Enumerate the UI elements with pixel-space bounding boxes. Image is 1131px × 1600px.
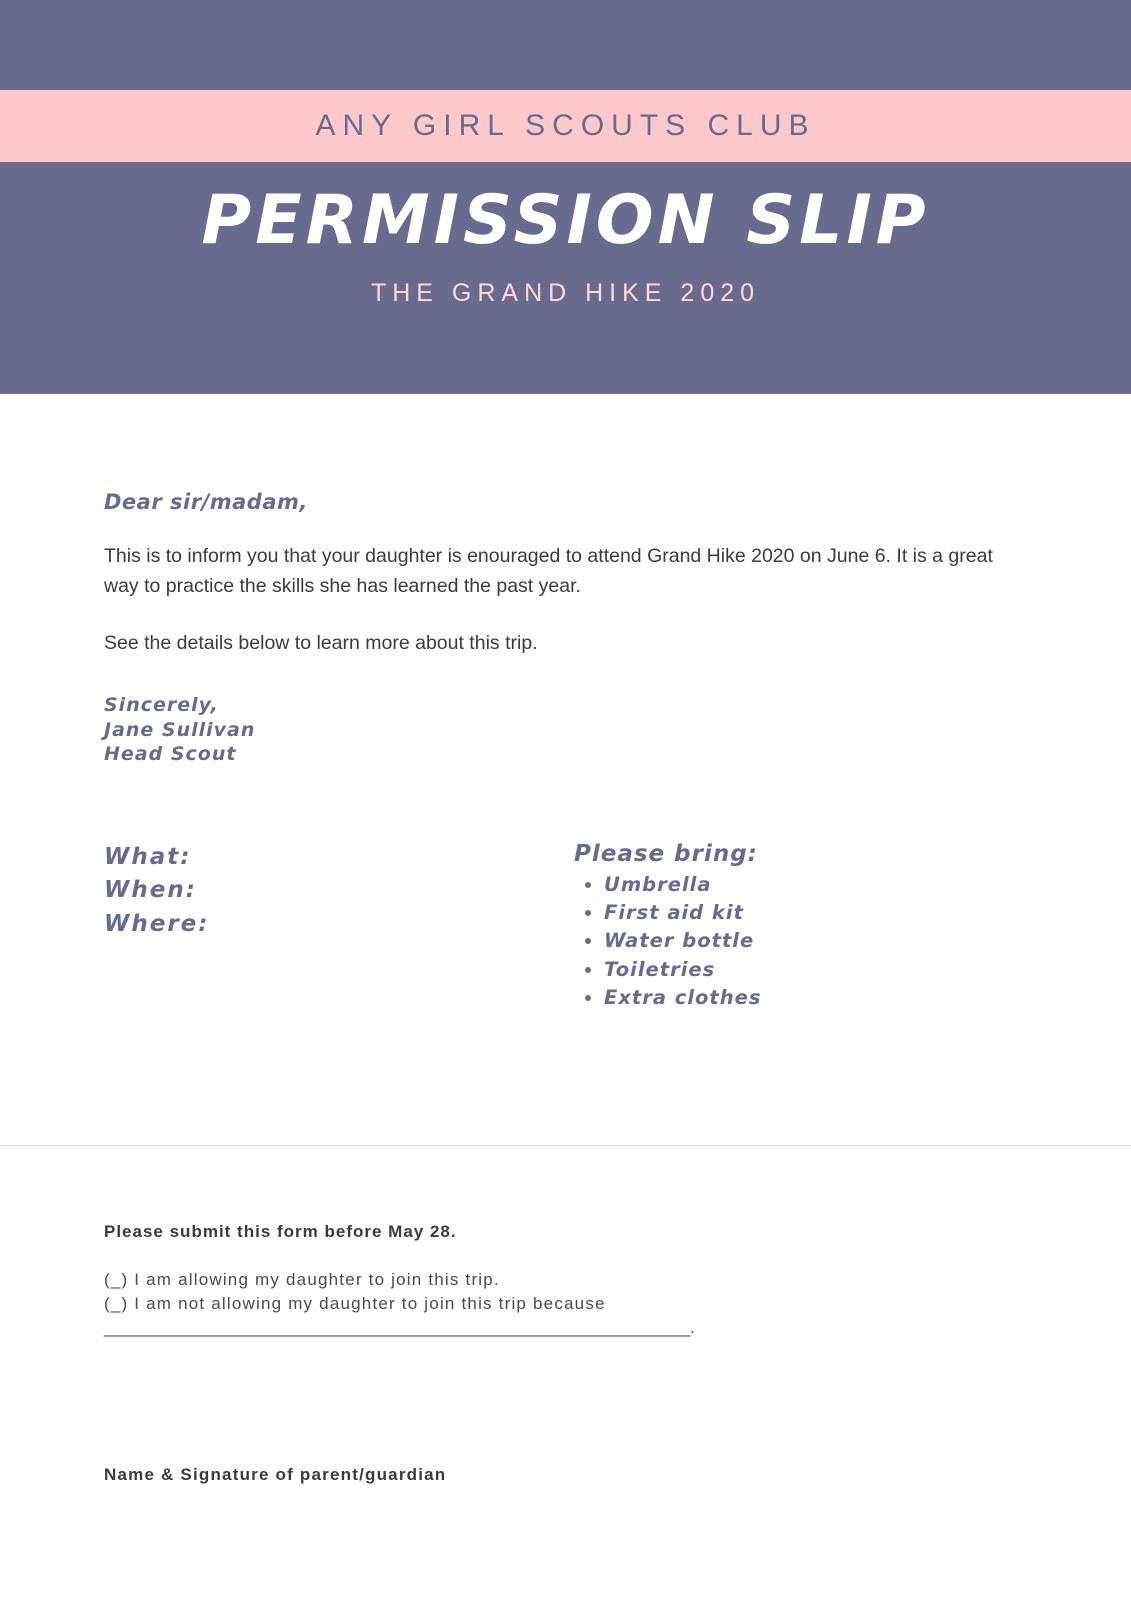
consent-options	[104, 1268, 1044, 1339]
page-subtitle: THE GRAND HIKE 2020	[370, 278, 761, 307]
details-section	[104, 841, 1027, 1012]
header-top-bar	[0, 0, 1131, 90]
document-header	[0, 162, 1131, 394]
signoff-role: Head Scout	[104, 743, 237, 766]
detail-label-what: What:	[104, 843, 192, 870]
list-item: • Toiletries	[604, 956, 1027, 984]
consent-option-no[interactable]: (_) I am not allowing my daughter to join this trip because	[104, 1293, 606, 1313]
page-title: PERMISSION SLIP	[201, 181, 930, 260]
section-divider	[0, 1145, 1131, 1146]
club-name-band	[0, 90, 1131, 162]
list-item: • Extra clothes	[604, 984, 1027, 1012]
club-name: ANY GIRL SCOUTS CLUB	[315, 109, 816, 142]
letter-body	[0, 490, 1131, 1012]
signature-label: Name & Signature of parent/guardian	[104, 1465, 447, 1484]
list-item: • Water bottle	[604, 927, 1027, 955]
letter-paragraph-2: See the details below to learn more about this trip.	[104, 632, 538, 655]
detail-label-where: Where:	[104, 910, 210, 937]
list-item: • First aid kit	[604, 899, 1027, 927]
reason-blank-line[interactable]: ______________________________________________________________.	[104, 1317, 695, 1337]
bring-list	[574, 871, 1027, 1012]
signoff-name: Jane Sullivan	[104, 718, 256, 741]
bring-list-section	[574, 841, 1027, 1012]
signoff-closing: Sincerely,	[104, 693, 219, 716]
consent-option-yes[interactable]: (_) I am allowing my daughter to join this trip.	[104, 1270, 500, 1289]
submit-deadline-note: Please submit this form before May 28.	[104, 1222, 457, 1241]
list-item: • Umbrella	[604, 871, 1027, 899]
letter-paragraph-1: This is to inform you that your daughter is enouraged to attend Grand Hike 2020 on June 6. It is a great way to practice the skills she has learned the past year.	[104, 545, 993, 597]
details-labels	[104, 841, 574, 1012]
permission-form	[104, 1222, 1044, 1339]
letter-signoff	[104, 693, 1027, 767]
bring-list-title: Please bring:	[574, 840, 758, 867]
letter-salutation: Dear sir/madam,	[104, 490, 308, 514]
detail-label-when: When:	[104, 877, 197, 904]
